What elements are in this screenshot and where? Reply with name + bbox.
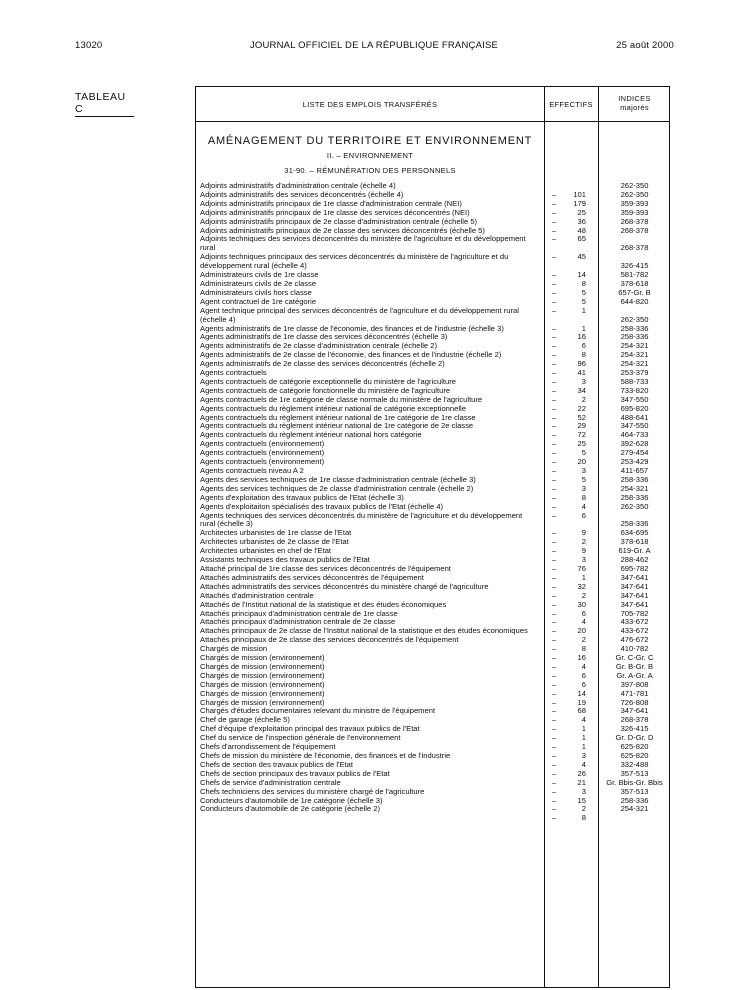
- indice-value: 347-641: [620, 572, 649, 582]
- emploi-label: Adjoints administratifs d'administration centrale (échelle 4): [200, 182, 396, 190]
- emploi-label: Administrateurs civils de 2e classe: [200, 279, 317, 288]
- emploi-label: Chargés de mission (environnement): [200, 689, 325, 698]
- emploi-label: Agents administratifs de 2e classe de l'économie, des finances et de l'industrie (échelle 2): [200, 351, 502, 360]
- effectif-dash: –: [552, 403, 557, 413]
- emploi-label: Attachés de l'Institut national de la statistique et des études économiques: [200, 600, 447, 609]
- emploi-label: Chefs de section principaux des travaux publics de l'Etat: [200, 769, 390, 778]
- header-indices: [598, 94, 671, 112]
- effectif-dash: –: [552, 287, 557, 297]
- emploi-label: Chargés de mission (environnement): [200, 698, 325, 707]
- effectif-dash: –: [552, 439, 557, 449]
- effectif-dash: –: [552, 608, 557, 618]
- effectif-dash: –: [552, 759, 557, 769]
- emploi-label: Agents contractuels de catégorie fonctionnelle du ministère de l'agriculture: [200, 386, 451, 395]
- indice-value: 397-808: [620, 679, 649, 689]
- indice-value: 581-782: [620, 270, 649, 280]
- emploi-label: Attaché principal de 1re classe des services déconcentrés de l'équipement: [200, 564, 451, 573]
- effectif-dash: –: [552, 350, 557, 360]
- effectif-dash: –: [552, 786, 557, 796]
- effectif-value: 3: [581, 751, 586, 760]
- header-effectifs: EFFECTIFS: [549, 100, 593, 109]
- indice-value: 347-641: [620, 581, 649, 591]
- effectif-value: 1: [581, 733, 586, 743]
- effectif-value: 6: [581, 341, 586, 351]
- effectif-value: 1: [581, 742, 586, 752]
- emploi-label: Attachés administratifs des services déconcentrés du ministère chargé de l'agriculture: [200, 582, 489, 591]
- emplois-table: [195, 86, 670, 988]
- effectif-value: 52: [577, 412, 586, 422]
- effectif-dash: –: [552, 198, 557, 208]
- effectif-value: 68: [577, 706, 586, 716]
- indice-value: 471-781: [620, 688, 649, 698]
- indice-value: 326-415: [620, 724, 649, 734]
- emploi-label: Agents contractuels (environnement): [200, 440, 325, 449]
- effectif-dash: –: [552, 563, 557, 573]
- indice-value: 625-820: [620, 751, 649, 760]
- effectif-value: 25: [577, 207, 586, 217]
- emploi-label: Agents d'exploitaiton spécialisés des travaux publics de l'Etat (échelle 4): [200, 502, 444, 511]
- indice-value: 619-Gr. A: [618, 546, 651, 556]
- effectif-value: 21: [577, 777, 586, 787]
- effectif-value: 1: [581, 323, 586, 333]
- section-title: AMÉNAGEMENT DU TERRITOIRE ET ENVIRONNEMENT: [207, 135, 533, 147]
- indice-value: 347-641: [620, 599, 649, 609]
- effectif-value: 8: [581, 813, 586, 823]
- publication-date: 25 août 2000: [616, 40, 674, 51]
- indice-value: 357-513: [620, 786, 649, 796]
- emploi-label: Adjoints administratifs principaux de 2e classe des services déconcentrés (échelle 5): [200, 226, 485, 235]
- indice-value: 476-672: [620, 635, 649, 645]
- emploi-label: Chargés de mission (environnement): [200, 671, 325, 680]
- emploi-label: Agents contractuels du règlement intérieur national de 1re catégorie de 1re classe: [200, 413, 476, 422]
- indice-value: 288-462: [620, 555, 649, 565]
- indice-value: 262-350: [620, 501, 649, 511]
- indice-value: 359-393: [620, 198, 649, 208]
- page-number: 13020: [75, 40, 103, 51]
- emploi-label: Chargés de mission: [200, 645, 268, 654]
- effectif-value: 76: [577, 563, 586, 573]
- indice-value: 258-336: [620, 795, 649, 805]
- effectif-value: 16: [577, 332, 586, 342]
- effectif-value: 8: [581, 492, 586, 502]
- emploi-label: Architectes urbanistes de 1re classe de l'Etat: [200, 529, 352, 538]
- effectif-value: 34: [577, 385, 586, 395]
- effectif-dash: –: [552, 376, 557, 386]
- effectif-dash: –: [552, 715, 557, 725]
- emploi-label: Administrateurs civils de 1re classe: [200, 271, 319, 280]
- effectif-value: 14: [577, 270, 586, 280]
- effectif-dash: –: [552, 795, 557, 805]
- effectif-value: 20: [577, 457, 586, 467]
- effectif-value: 2: [581, 537, 586, 547]
- indice-value: 258-336: [620, 332, 649, 342]
- header-indices-line1: INDICES: [618, 94, 651, 103]
- emploi-label: Attachés principaux de 2e classe des services déconcentrés de l'équipement: [200, 636, 459, 645]
- effectif-dash: –: [552, 510, 557, 520]
- effectif-dash: –: [552, 626, 557, 636]
- emploi-label: Chargés d'études documentaires relevant du ministre de l'équipement: [200, 707, 436, 716]
- effectif-dash: –: [552, 688, 557, 698]
- effectif-dash: –: [552, 537, 557, 547]
- emploi-label: Chef d'équipe d'exploitation principal des travaux publics de l'Etat: [200, 725, 420, 734]
- effectif-dash: –: [552, 590, 557, 600]
- indice-value: 488-641: [620, 412, 649, 422]
- effectif-value: 5: [581, 448, 586, 458]
- effectif-dash: –: [552, 679, 557, 689]
- emploi-label: Architectes urbanistes de 2e classe de l'Etat: [200, 538, 349, 547]
- emploi-label: Adjoints administratifs principaux de 1re classe d'administration centrale (NEI): [200, 199, 462, 208]
- emploi-label: Attachés d'administration centrale: [200, 591, 314, 600]
- effectif-dash: –: [552, 216, 557, 226]
- effectif-dash: –: [552, 225, 557, 235]
- indice-value: 254-321: [620, 804, 649, 814]
- indice-value: Gr. D-Gr. D: [615, 733, 654, 743]
- emploi-label: Attachés principaux de 2e classe de l'Institut national de la statistique et des études économiques: [200, 627, 528, 636]
- indice-value: 464-733: [620, 430, 649, 440]
- indice-value: 262-350: [620, 314, 649, 324]
- indice-value: 258-336: [620, 323, 649, 333]
- indice-value: 258-336: [620, 519, 649, 529]
- indice-value: 378-618: [620, 278, 649, 288]
- indice-value: 347-641: [620, 590, 649, 600]
- indice-value: 347-641: [620, 706, 649, 716]
- indice-value: 262-350: [620, 181, 649, 190]
- emploi-label: Chefs techniciens des services du ministère chargé de l'agriculture: [200, 787, 425, 796]
- indice-value: 359-393: [620, 207, 649, 217]
- indice-value: 433-672: [620, 626, 649, 636]
- effectif-dash: –: [552, 332, 557, 342]
- effectif-value: 5: [581, 287, 586, 297]
- indice-value: 332-488: [620, 759, 649, 769]
- indice-value: 634-695: [620, 528, 649, 538]
- effectif-dash: –: [552, 572, 557, 582]
- emploi-label: Agents contractuels (environnement): [200, 449, 325, 458]
- effectif-dash: –: [552, 207, 557, 217]
- table-row: [196, 804, 669, 823]
- emploi-label: Agents contractuels de 1re catégorie de classe normale du ministère de l'agriculture: [200, 395, 483, 404]
- emploi-label: Assistants techniques des travaux publics de l'Etat: [200, 556, 370, 565]
- effectif-value: 2: [581, 804, 586, 814]
- effectif-value: 4: [581, 759, 586, 769]
- effectif-dash: –: [552, 599, 557, 609]
- indice-value: 253-379: [620, 368, 649, 378]
- effectif-dash: –: [552, 474, 557, 484]
- emploi-label: Chargés de mission (environnement): [200, 680, 325, 689]
- effectif-value: 8: [581, 350, 586, 360]
- effectif-value: 36: [577, 216, 586, 226]
- emploi-label: Adjoints techniques principaux des services déconcentrés du ministère de l'agriculture et du développement rural (échelle 4): [200, 253, 509, 271]
- effectif-value: 16: [577, 653, 586, 663]
- emploi-label: Architectes urbanistes en chef de l'Etat: [200, 547, 332, 556]
- effectif-dash: –: [552, 368, 557, 378]
- emploi-label: Adjoints administratifs principaux de 2e classe d'administration centrale (échelle 5): [200, 217, 478, 226]
- effectif-dash: –: [552, 466, 557, 475]
- emploi-label: Agents contractuels du règlement intérieur national de 1re catégorie de 2e classe: [200, 422, 474, 431]
- effectif-value: 29: [577, 421, 586, 431]
- indice-value: Gr. C-Gr. C: [615, 653, 654, 663]
- indice-value: 253-429: [620, 457, 649, 467]
- effectif-value: 6: [581, 679, 586, 689]
- effectif-dash: –: [552, 661, 557, 671]
- effectif-dash: –: [552, 813, 557, 823]
- effectif-value: 5: [581, 296, 586, 306]
- emploi-label: Chef du service de l'inspection générale de l'environnement: [200, 734, 401, 743]
- effectif-value: 20: [577, 626, 586, 636]
- effectif-dash: –: [552, 670, 557, 680]
- effectif-value: 26: [577, 768, 586, 778]
- emploi-label: Attachés principaux d'administration centrale de 2e classe: [200, 618, 396, 627]
- emploi-label: Agent technique principal des services déconcentrés de l'agriculture et du développement rural (échelle 4): [200, 306, 519, 324]
- effectif-dash: –: [552, 751, 557, 760]
- indice-value: 347-550: [620, 421, 649, 431]
- emploi-label: Chefs de service d'administration centrale: [200, 778, 341, 787]
- effectif-value: 3: [581, 466, 586, 475]
- effectif-dash: –: [552, 412, 557, 422]
- effectif-value: 4: [581, 715, 586, 725]
- effectif-dash: –: [552, 581, 557, 591]
- effectif-value: 1: [581, 572, 586, 582]
- emploi-label: Agent contractuel de 1re catégorie: [200, 297, 317, 306]
- effectif-dash: –: [552, 457, 557, 467]
- effectif-dash: –: [552, 483, 557, 493]
- emploi-label: Conducteurs d'automobile de 2e catégorie (échelle 2): [200, 805, 381, 814]
- emploi-label: Agents d'exploitation des travaux publics de l'Etat (échelle 3): [200, 493, 404, 502]
- effectif-dash: –: [552, 555, 557, 565]
- indice-value: 268-378: [620, 243, 649, 253]
- indice-value: 433-672: [620, 617, 649, 627]
- effectif-dash: –: [552, 385, 557, 395]
- indice-value: 392-628: [620, 439, 649, 449]
- effectif-dash: –: [552, 617, 557, 627]
- emploi-label: Agents techniques des services déconcentrés du ministère de l'agriculture et du développement rural (échelle 3): [200, 511, 523, 529]
- effectif-value: 4: [581, 661, 586, 671]
- effectif-value: 179: [573, 198, 586, 208]
- effectif-dash: –: [552, 635, 557, 645]
- indice-value: 411-657: [620, 466, 649, 475]
- effectif-value: 45: [577, 252, 586, 262]
- effectif-value: 32: [577, 581, 586, 591]
- indice-value: 705-782: [620, 608, 649, 618]
- effectif-dash: –: [552, 804, 557, 814]
- effectif-value: 6: [581, 608, 586, 618]
- header-indices-line2: majorés: [620, 103, 649, 112]
- effectif-dash: –: [552, 430, 557, 440]
- effectif-dash: –: [552, 546, 557, 556]
- effectif-dash: –: [552, 448, 557, 458]
- effectif-value: 19: [577, 697, 586, 707]
- effectif-dash: –: [552, 359, 557, 369]
- indice-value: 357-513: [620, 768, 649, 778]
- emploi-label: Agents administratifs de 2e classe des services déconcentrés (échelle 2): [200, 360, 445, 369]
- indice-value: 588-733: [620, 376, 649, 386]
- effectif-value: 48: [577, 225, 586, 235]
- effectif-dash: –: [552, 706, 557, 716]
- effectif-dash: –: [552, 189, 557, 199]
- indice-value: 254-321: [620, 350, 649, 360]
- table-header: [196, 87, 669, 122]
- journal-title: JOURNAL OFFICIEL DE LA RÉPUBLIQUE FRANÇAISE: [249, 40, 499, 51]
- indice-value: 657-Gr. B: [618, 287, 651, 297]
- emploi-label: Agents administratifs de 1re classe de l'économie, des finances et de l'industrie (échelle 3): [200, 324, 504, 333]
- effectif-value: 3: [581, 786, 586, 796]
- effectif-dash: –: [552, 697, 557, 707]
- indice-value: Gr. Bbis-Gr. Bbis: [606, 777, 663, 787]
- effectif-value: 9: [581, 546, 586, 556]
- indice-value: 268-378: [620, 216, 649, 226]
- effectif-value: 2: [581, 590, 586, 600]
- indice-value: 695-782: [620, 563, 649, 573]
- emploi-label: Adjoints administratifs des services déconcentrés (échelle 4): [200, 190, 404, 199]
- emploi-label: Conducteurs d'automobile de 1re catégorie (échelle 3): [200, 796, 383, 805]
- effectif-dash: –: [552, 296, 557, 306]
- effectif-value: 65: [577, 234, 586, 244]
- table-body: [196, 181, 669, 823]
- effectif-value: 72: [577, 430, 586, 440]
- indice-value: 410-782: [620, 644, 649, 654]
- effectif-dash: –: [552, 341, 557, 351]
- indice-value: 695-820: [620, 403, 649, 413]
- effectif-value: 30: [577, 599, 586, 609]
- effectif-dash: –: [552, 252, 557, 262]
- effectif-value: 6: [581, 670, 586, 680]
- indice-value: 625-820: [620, 742, 649, 752]
- indice-value: 258-336: [620, 474, 649, 484]
- effectif-dash: –: [552, 644, 557, 654]
- effectif-dash: –: [552, 768, 557, 778]
- indice-value: 262-350: [620, 189, 649, 199]
- effectif-value: 4: [581, 617, 586, 627]
- effectif-dash: –: [552, 777, 557, 787]
- effectif-dash: –: [552, 528, 557, 538]
- emploi-label: Agents contractuels: [200, 369, 267, 378]
- emploi-label: Agents contractuels de catégorie exceptionnelle du ministère de l'agriculture: [200, 377, 456, 386]
- effectif-value: 5: [581, 474, 586, 484]
- effectif-value: 14: [577, 688, 586, 698]
- effectif-value: 2: [581, 635, 586, 645]
- indice-value: 258-336: [620, 492, 649, 502]
- indice-value: 326-415: [620, 261, 649, 271]
- emploi-label: Agents des services techniques de 2e classe d'administration centrale (échelle 2): [200, 484, 474, 493]
- effectif-dash: –: [552, 234, 557, 244]
- tableau-label: TABLEAU C: [75, 91, 134, 117]
- emploi-label: Administrateurs civils hors classe: [200, 288, 312, 297]
- emploi-label: Adjoints administratifs principaux de 1re classe des services déconcentrés (NEI): [200, 208, 470, 217]
- indice-value: 347-550: [620, 394, 649, 404]
- section-subtitle: II. – ENVIRONNEMENT: [326, 151, 414, 160]
- effectif-value: 3: [581, 555, 586, 565]
- effectif-dash: –: [552, 278, 557, 288]
- emploi-label: Chefs de section des travaux publics de l'Etat: [200, 760, 353, 769]
- indice-value: 644-820: [620, 296, 649, 306]
- effectif-value: 6: [581, 510, 586, 520]
- indice-value: 254-321: [620, 341, 649, 351]
- effectif-dash: –: [552, 653, 557, 663]
- effectif-value: 22: [577, 403, 586, 413]
- indice-value: Gr. B-Gr. B: [615, 661, 654, 671]
- effectif-dash: –: [552, 724, 557, 734]
- effectif-value: 9: [581, 528, 586, 538]
- indice-value: 268-378: [620, 715, 649, 725]
- indice-value: 726-808: [620, 697, 649, 707]
- effectif-value: 41: [577, 368, 586, 378]
- indice-value: Gr. A-Gr. A: [616, 670, 653, 680]
- effectif-dash: –: [552, 305, 557, 315]
- emploi-label: Agents des services techniques de 1re classe d'administration centrale (échelle 3): [200, 475, 476, 484]
- effectif-value: 1: [581, 724, 586, 734]
- emploi-label: Agents administratifs de 1re classe des services déconcentrés (échelle 3): [200, 333, 448, 342]
- indice-value: 378-618: [620, 537, 649, 547]
- effectif-dash: –: [552, 733, 557, 743]
- effectif-value: 8: [581, 278, 586, 288]
- emploi-label: Agents contractuels du règlement intérieur national de catégorie exceptionnelle: [200, 404, 466, 413]
- effectif-value: 1: [581, 305, 586, 315]
- emploi-label: Attachés administratifs des services déconcentrés de l'équipement: [200, 573, 424, 582]
- effectif-value: 25: [577, 439, 586, 449]
- emploi-label: Agents contractuels du règlement intérieur national hors catégorie: [200, 431, 422, 440]
- effectif-value: 4: [581, 501, 586, 511]
- effectif-dash: –: [552, 323, 557, 333]
- indice-value: 268-378: [620, 225, 649, 235]
- emploi-label: Chefs d'arrondissement de l'équipement: [200, 743, 336, 752]
- effectif-value: 2: [581, 394, 586, 404]
- effectif-value: 101: [573, 189, 586, 199]
- emploi-label: Chef de garage (échelle 5): [200, 716, 290, 725]
- indice-value: 279-454: [620, 448, 649, 458]
- emploi-label: Agents administratifs de 2e classe d'administration centrale (échelle 2): [200, 342, 437, 351]
- indice-value: 733-820: [620, 385, 649, 395]
- header-emplois: LISTE DES EMPLOIS TRANSFÉRÉS: [302, 100, 438, 109]
- effectif-dash: –: [552, 742, 557, 752]
- effectif-dash: –: [552, 394, 557, 404]
- emploi-label: Agents contractuels (environnement): [200, 458, 325, 467]
- effectif-dash: –: [552, 501, 557, 511]
- effectif-dash: –: [552, 270, 557, 280]
- emploi-label: Chargés de mission (environnement): [200, 654, 325, 663]
- emploi-label: Agents contractuels niveau A 2: [200, 467, 304, 475]
- effectif-dash: –: [552, 421, 557, 431]
- emploi-label: Adjoints techniques des services déconcentrés du ministère de l'agriculture et du développement rural: [200, 235, 526, 253]
- effectif-value: 96: [577, 359, 586, 369]
- indice-value: 254-321: [620, 359, 649, 369]
- indice-value: 254-321: [620, 483, 649, 493]
- effectif-value: 15: [577, 795, 586, 805]
- effectif-value: 3: [581, 376, 586, 386]
- effectif-value: 3: [581, 483, 586, 493]
- emploi-label: Chefs de mission du ministère de l'économie, des finances et de l'industrie: [200, 752, 451, 760]
- effectif-dash: –: [552, 492, 557, 502]
- emploi-label: Attachés principaux d'administration centrale de 1re classe: [200, 609, 398, 618]
- emploi-label: Chargés de mission (environnement): [200, 662, 325, 671]
- section-chapter: 31-90. – RÉMUNÉRATION DES PERSONNELS: [284, 166, 456, 175]
- effectif-value: 8: [581, 644, 586, 654]
